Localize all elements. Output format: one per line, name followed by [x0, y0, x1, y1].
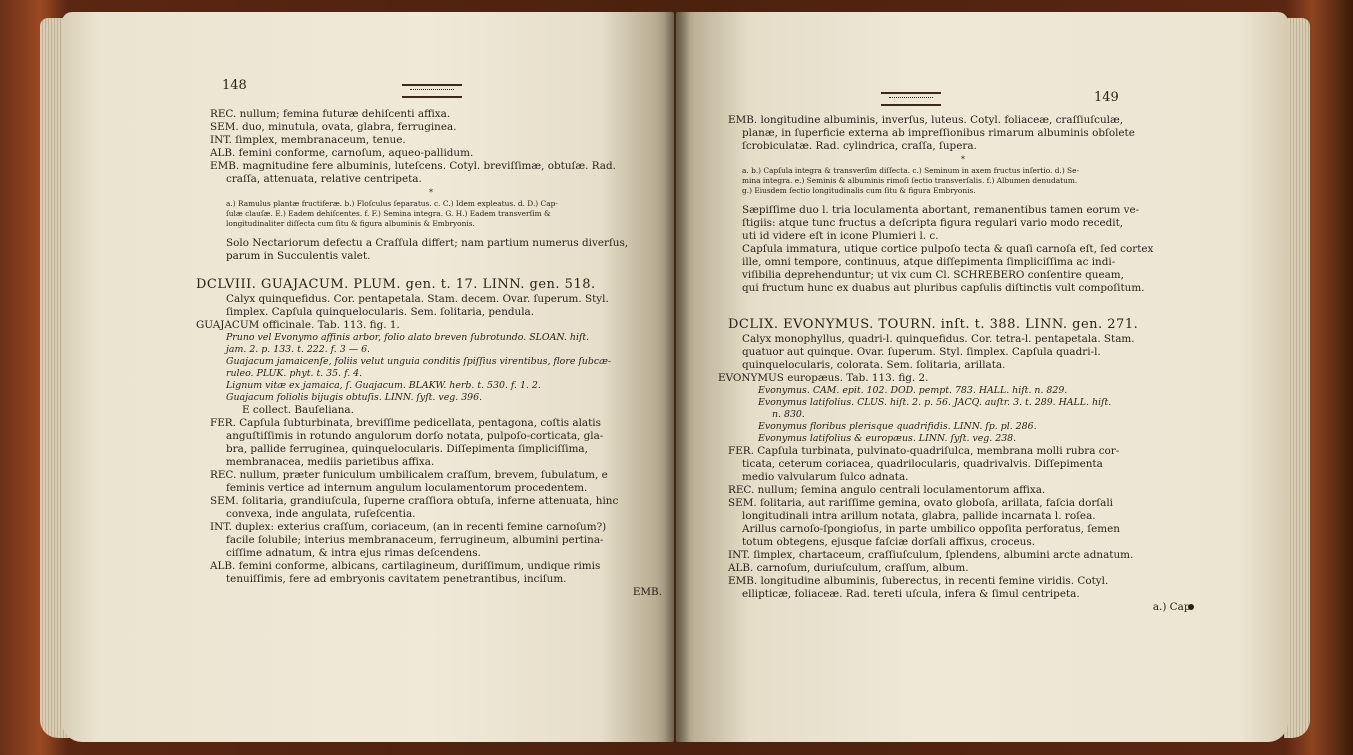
text-line: viſibilia deprehenduntur; ut vix cum Cl. SCHREBERO conſentire queam,: [742, 269, 1124, 281]
text-line: Arillus carnoſo-ſpongioſus, in parte umbilico oppoſita perforatus, ſemen: [742, 523, 1120, 535]
text-line: Calyx quinquefidus. Cor. pentapetala. Stam. decem. Ovar. ſuperum. Styl.: [226, 293, 609, 305]
text-line: REC. nullum, præter funiculum umbilicalem craſſum, brevem, ſubulatum, e: [210, 469, 608, 481]
species-line: GUAJACUM officinale. Tab. 113. fig. 1.: [196, 319, 400, 331]
text-line: REC. nullum; femina futuræ dehiſcenti affixa.: [210, 108, 451, 120]
genus-heading: DCLIX. EVONYMUS. TOURN. inſt. t. 388. LINN. gen. 271.: [728, 317, 1139, 332]
text-line: convexa, inde angulata, ruſeſcentia.: [226, 508, 416, 520]
figure-note-line: longitudinaliter diſſecta cum ſitu & figura albuminis & Embryonis.: [226, 219, 475, 228]
header-ornament: [881, 92, 941, 106]
text-line: craſſa, attenuata, relative centripeta.: [226, 173, 422, 185]
left-page: [62, 12, 674, 742]
right-page: [676, 12, 1288, 742]
text-line: INT. ſimplex, membranaceum, tenue.: [210, 134, 406, 146]
genus-heading: DCLVIII. GUAJACUM. PLUM. gen. t. 17. LINN. gen. 518.: [196, 277, 596, 292]
figure-note-line: g.) Eiusdem ſectio longitudinalis cum ſitu & figura Embryonis.: [742, 186, 976, 195]
synonym-line: ruleo. PLUK. phyt. t. 35. f. 4.: [226, 368, 363, 379]
synonym-line: Guajacum jamaicenſe, foliis velut unguia conditis ſpiſſius virentibus, flore ſubcæ-: [226, 356, 612, 367]
text-line: parum in Succulentis valet.: [226, 250, 371, 262]
text-line: bra, pallide ferruginea, quinquelocularis. Diſſepimenta ſimpliciſſima,: [226, 443, 588, 455]
text-line: ALB. femini conforme, carnoſum, aqueo-pallidum.: [210, 147, 474, 159]
page-number: 148: [222, 78, 247, 93]
catchword: EMB.: [632, 586, 662, 598]
text-line: quatuor aut quinque. Ovar. ſuperum. Styl. ſimplex. Capſula quadri-l.: [742, 346, 1101, 358]
synonym-line: Pruno vel Evonymo affinis arbor, folio alato breven ſubrotundo. SLOAN. hiſt.: [226, 332, 590, 343]
catchword: a.) Cap-: [1152, 601, 1194, 613]
left-page-text: [196, 108, 666, 599]
text-line: feminis vertice ad internum angulum loculamentorum procedentem.: [226, 482, 588, 494]
synonym-line: Guajacum foliolis bijugis obtuſis. LINN. ſyſt. veg. 396.: [226, 392, 483, 403]
synonym-line: Evonymus latifolius. CLUS. hiſt. 2. p. 56. JACQ. auſtr. 3. t. 289. HALL. hiſt.: [758, 397, 1112, 408]
text-line: qui fructum hunc ex duabus aut pluribus capſulis diſtinctis vult compoſitum.: [742, 282, 1145, 294]
text-line: ticata, ceterum coriacea, quadrilocularis, quadrivalvis. Diſſepimenta: [742, 458, 1103, 470]
text-line: ille, omni tempore, continuus, atque diſſepimenta ſimpliciſſima ac indi-: [742, 256, 1116, 268]
synonym-line: n. 830.: [772, 409, 805, 420]
text-line: medio valvularum ſulco adnata.: [742, 471, 909, 483]
text-line: planæ, in ſuperficie externa ab impreſſionibus rimarum albuminis obſolete: [742, 127, 1135, 139]
text-line: ſimplex. Capſula quinquelocularis. Sem. ſolitaria, pendula.: [226, 306, 535, 318]
text-line: SEM. ſolitaria, aut rariſſime gemina, ovato globoſa, arillata, faſcia dorſali: [728, 497, 1113, 509]
figure-note-line: a.) Ramulus plantæ fructiferæ. b.) Floſculus ſeparatus. c. C.) Idem expleatus. d. D.) Cap-: [226, 199, 558, 208]
figure-note-line: a. b.) Capſula integra & transverſim diſſecta. c.) Seminum in axem fructus inſertio. d.) Se-: [742, 166, 1079, 175]
text-line: E collect. Bauſeliana.: [242, 404, 354, 416]
text-line: anguſtiſſimis in rotundo angulorum dorſo notata, pulpoſo-corticata, gla-: [226, 430, 604, 442]
figure-note-line: mina integra. e.) Seminis & albuminis rimoſi ſectio transverſalis. f.) Albumen denudatum.: [742, 176, 1078, 185]
section-asterisk: *: [429, 188, 433, 197]
text-line: SEM. duo, minutula, ovata, glabra, ferruginea.: [210, 121, 457, 133]
text-line: ellipticæ, foliaceæ. Rad. tereti uſcula, infera & ſimul centripeta.: [742, 588, 1080, 600]
figure-note-line: ſulæ clauſæ. E.) Eadem dehiſcentes. f. F.) Semina integra. G. H.) Eadem transverſim &: [226, 209, 551, 218]
page-number: 149: [1094, 90, 1119, 105]
section-asterisk: *: [961, 155, 965, 164]
synonym-line: Lignum vitæ ex jamaica, ſ. Guajacum. BLAKW. herb. t. 530. f. 1. 2.: [226, 380, 541, 391]
species-line: EVONYMUS europæus. Tab. 113. fig. 2.: [718, 372, 929, 384]
text-line: uti id videre eſt in icone Plumieri l. c.: [742, 230, 939, 242]
text-line: SEM. ſolitaria, grandiuſcula, ſuperne craſſiora obtuſa, inferne attenuata, hinc: [210, 495, 619, 507]
text-line: Calyx monophyllus, quadri-l. quinquefidus. Cor. tetra-l. pentapetala. Stam.: [742, 333, 1135, 345]
text-line: INT. duplex: exterius craſſum, coriaceum, (an in recenti femine carnoſum?): [210, 521, 607, 533]
synonym-line: jam. 2. p. 133. t. 222. f. 3 — 6.: [226, 344, 371, 355]
synonym-line: Evonymus. CAM. epit. 102. DOD. pempt. 783. HALL. hiſt. n. 829.: [758, 385, 1068, 396]
text-line: ſtigiis: atque tunc fructus a deſcripta figura regulari vario modo recedit,: [742, 217, 1124, 229]
right-page-text: [718, 114, 1198, 614]
text-line: ALB. carnoſum, duriuſculum, craſſum, album.: [728, 562, 969, 574]
text-line: EMB. longitudine albuminis, inverſus, luteus. Cotyl. foliaceæ, craſſiuſculæ,: [728, 114, 1124, 126]
text-line: membranacea, mediis parietibus affixa.: [226, 456, 435, 468]
text-line: ciſſime adnatum, & intra ejus rimas deſcendens.: [226, 547, 481, 559]
text-line: Capſula immatura, utique cortice pulpoſo tecta & quaſi carnoſa eſt, ſed cortex: [742, 243, 1154, 255]
text-line: facile ſolubile; interius membranaceum, ferrugineum, albumini pertina-: [226, 534, 604, 546]
header-ornament: [402, 84, 462, 98]
text-line: REC. nullum; ſemina angulo centrali loculamentorum affixa.: [728, 484, 1046, 496]
synonym-line: Evonymus floribus plerisque quadrifidis. LINN. ſp. pl. 286.: [758, 421, 1037, 432]
text-line: ALB. femini conforme, albicans, cartilagineum, duriſſimum, undique rimis: [210, 560, 601, 572]
text-line: longitudinali intra arillum notata, glabra, pallide incarnata l. roſea.: [742, 510, 1096, 522]
text-line: Solo Nectariorum defectu a Craſſula differt; nam partium numerus diverſus,: [226, 237, 629, 249]
synonym-line: Evonymus latifolius & europæus. LINN. ſyſt. veg. 238.: [758, 433, 1017, 444]
text-line: tenuiſſimis, fere ad embryonis cavitatem penetrantibus, inciſum.: [226, 573, 567, 585]
text-line: FER. Capſula ſubturbinata, breviſſime pedicellata, pentagona, coſtis alatis: [210, 417, 601, 429]
text-line: EMB. longitudine albuminis, ſuberectus, in recenti femine viridis. Cotyl.: [728, 575, 1109, 587]
text-line: totum obtegens, ejusque faſciæ dorſali affixus, croceus.: [742, 536, 1035, 548]
book-gutter: [664, 12, 690, 742]
text-line: INT. ſimplex, chartaceum, craſſiuſculum, ſplendens, albumini arcte adnatum.: [728, 549, 1134, 561]
text-line: quinquelocularis, colorata. Sem. ſolitaria, arillata.: [742, 359, 1006, 371]
text-line: EMB. magnitudine fere albuminis, luteſcens. Cotyl. breviſſimæ, obtuſæ. Rad.: [210, 160, 616, 172]
text-line: FER. Capſula turbinata, pulvinato-quadriſulca, membrana molli rubra cor-: [728, 445, 1120, 457]
text-line: ſcrobiculatæ. Rad. cylindrica, craſſa, ſupera.: [742, 140, 977, 152]
text-line: Sæpiſſime duo l. tria loculamenta abortant, remanentibus tamen eorum ve-: [742, 204, 1140, 216]
